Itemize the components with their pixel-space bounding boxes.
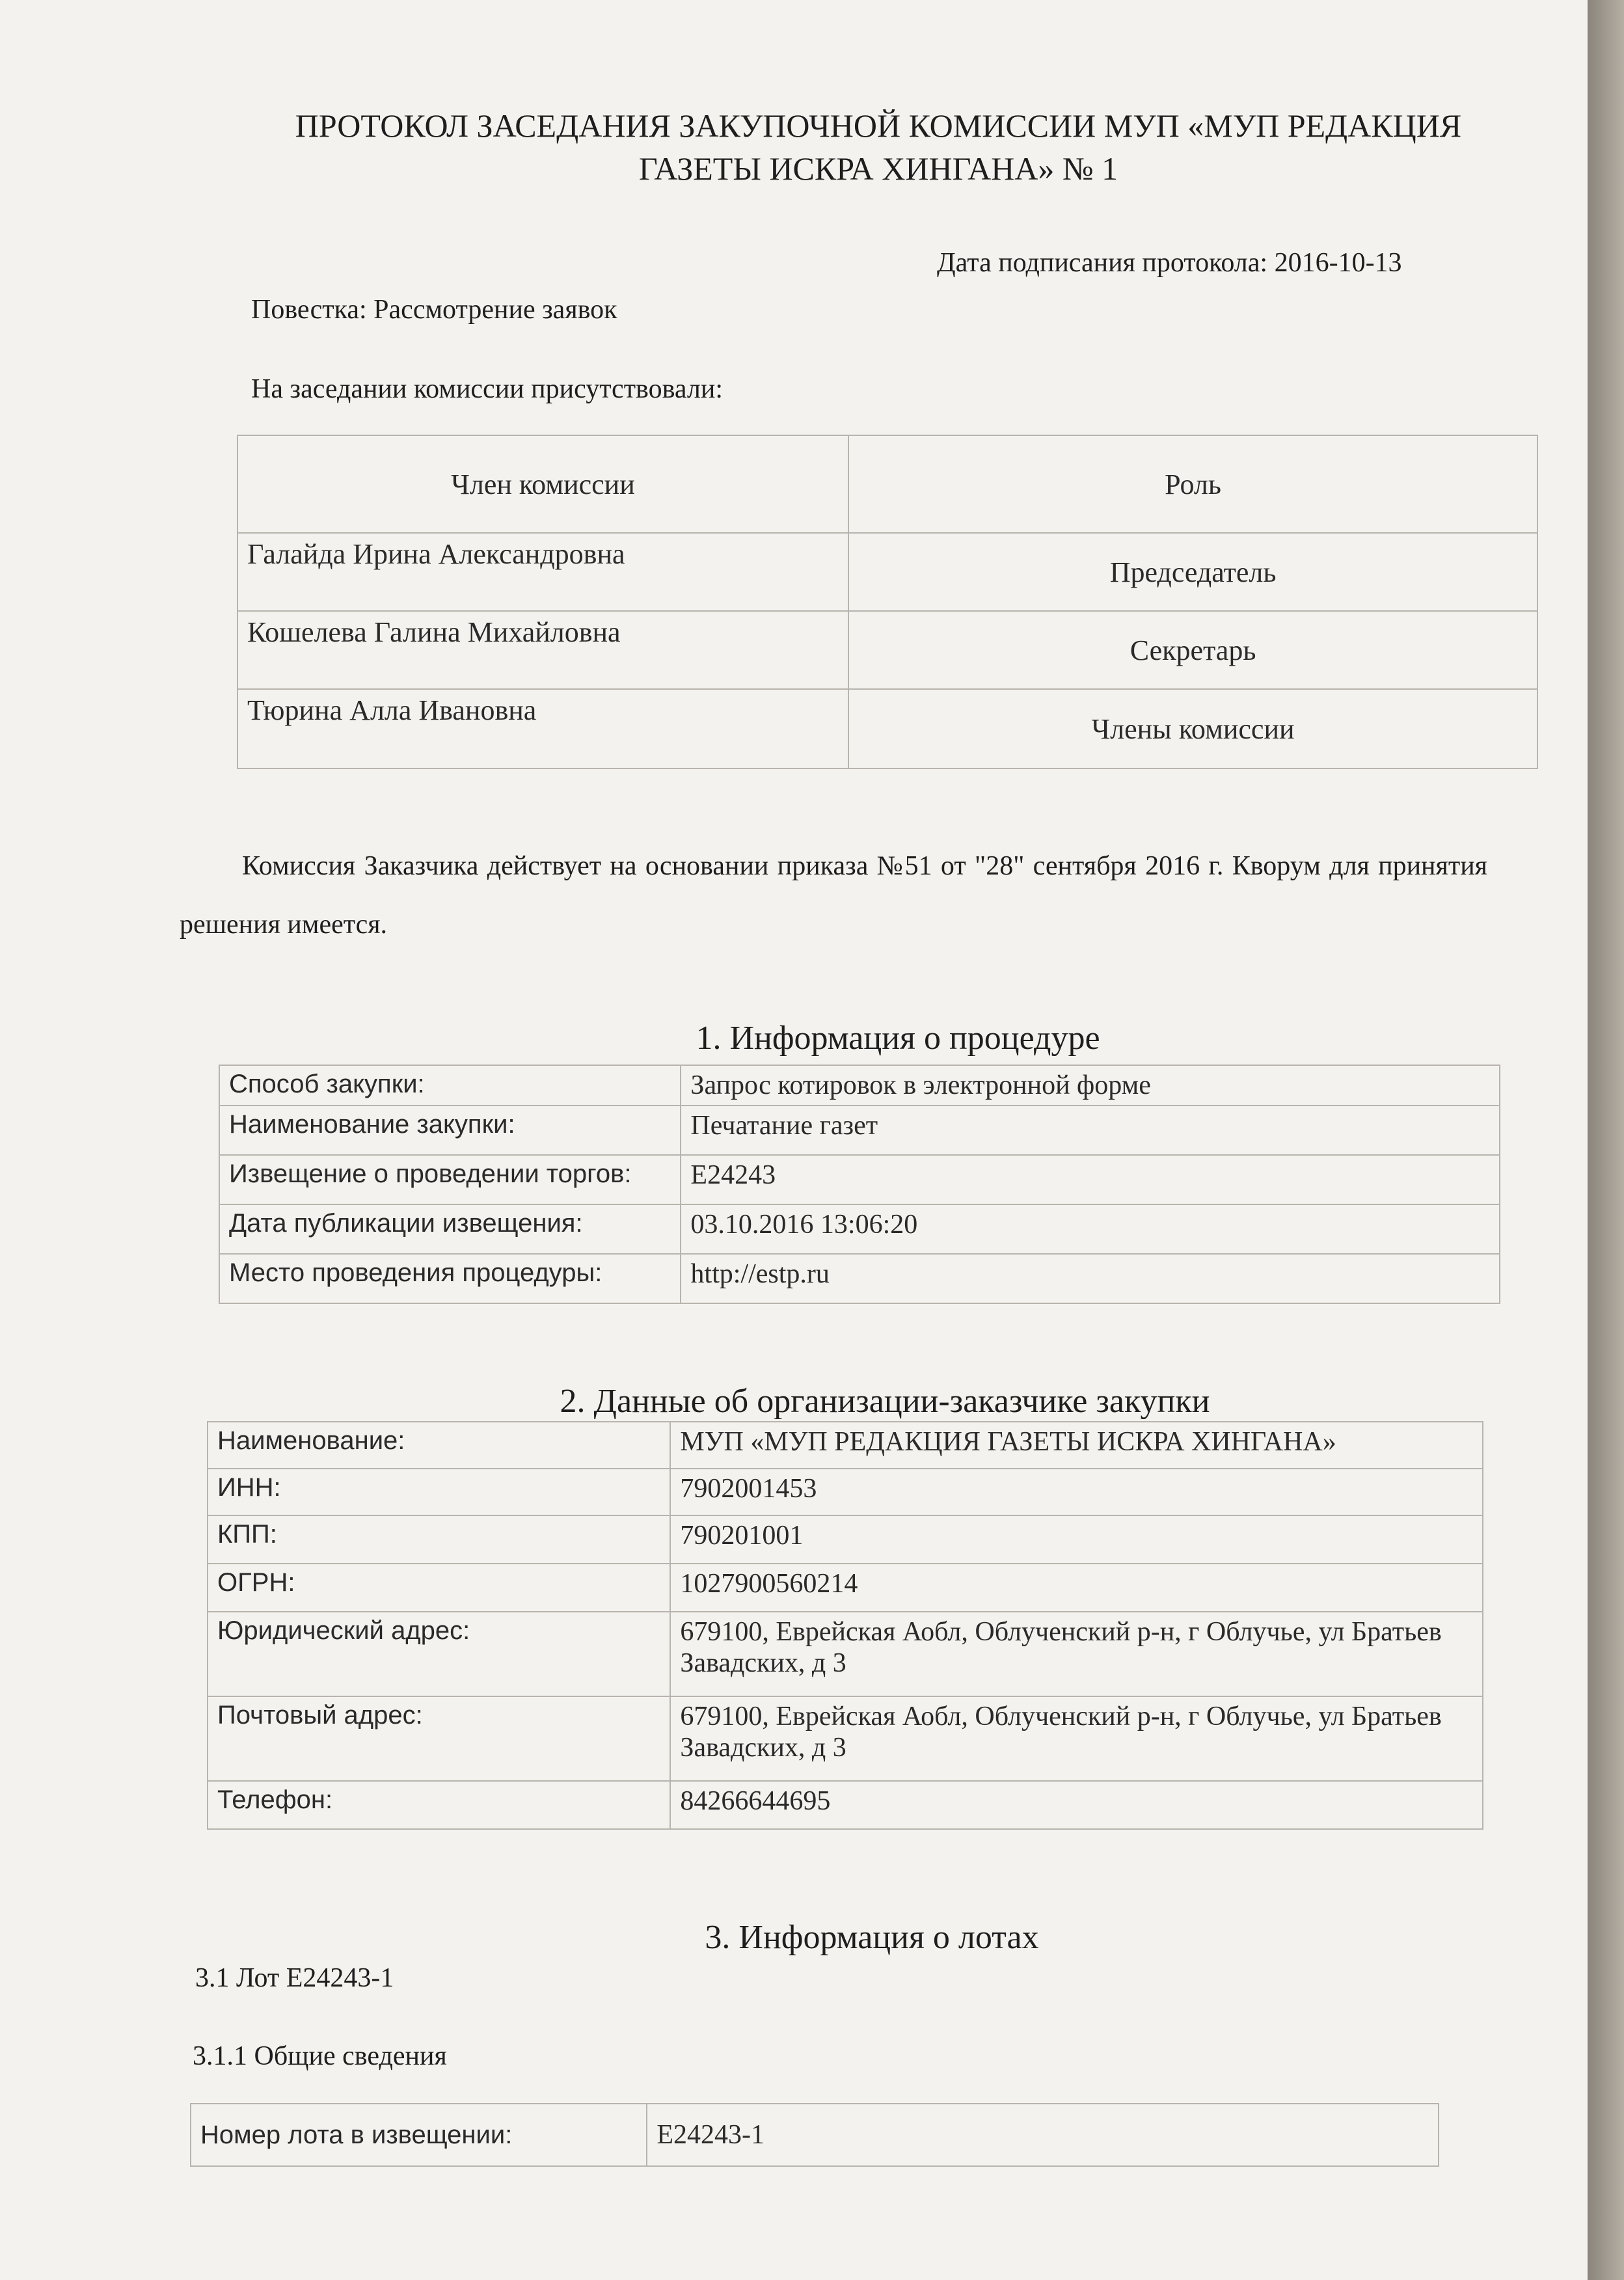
customer-value: 679100, Еврейская Аобл, Облученский р-н, г Облучье, ул Братьев Завадских, д 3 — [670, 1612, 1483, 1696]
lot-subsection: 3.1.1 Общие сведения — [193, 2041, 447, 2071]
member-role: Члены комиссии — [848, 689, 1537, 768]
lot-label: Номер лота в извещении: — [191, 2104, 647, 2166]
customer-value: 679100, Еврейская Аобл, Облученский р-н, г Облучье, ул Братьев Завадских, д 3 — [670, 1696, 1483, 1781]
members-table — [237, 435, 1538, 769]
customer-label: КПП: — [208, 1515, 670, 1564]
procedure-label: Извещение о проведении торгов: — [219, 1155, 681, 1204]
procedure-label: Дата публикации извещения: — [219, 1204, 681, 1254]
customer-label: Телефон: — [208, 1781, 670, 1829]
customer-value: 790201001 — [670, 1515, 1483, 1564]
procedure-label: Наименование закупки: — [219, 1106, 681, 1155]
customer-value: МУП «МУП РЕДАКЦИЯ ГАЗЕТЫ ИСКРА ХИНГАНА» — [670, 1422, 1483, 1469]
members-header-role: Роль — [848, 435, 1537, 533]
member-role: Председатель — [848, 533, 1537, 611]
procedure-label: Место проведения процедуры: — [219, 1254, 681, 1303]
lot-value: Е24243-1 — [647, 2104, 1439, 2166]
member-name: Галайда Ирина Александровна — [237, 533, 848, 611]
procedure-value: Запрос котировок в электронной форме — [681, 1065, 1500, 1106]
protocol-title: ПРОТОКОЛ ЗАСЕДАНИЯ ЗАКУПОЧНОЙ КОМИССИИ МУП «МУП РЕДАКЦИЯ ГАЗЕТЫ ИСКРА ХИНГАНА» № 1 — [295, 107, 1462, 187]
procedure-value: Е24243 — [681, 1155, 1500, 1204]
present-label: На заседании комиссии присутствовали: — [251, 374, 723, 404]
customer-value: 7902001453 — [670, 1469, 1483, 1515]
member-role: Секретарь — [848, 611, 1537, 689]
commission-basis — [180, 837, 1487, 954]
member-name: Кошелева Галина Михайловна — [237, 611, 848, 689]
members-header-member: Член комиссии — [237, 435, 848, 533]
section2-heading: 2. Данные об организации-заказчике закупки — [560, 1383, 1210, 1420]
procedure-table — [219, 1065, 1500, 1304]
signing-date: Дата подписания протокола: 2016-10-13 — [937, 248, 1402, 278]
customer-label: Почтовый адрес: — [208, 1696, 670, 1781]
lot-title: 3.1 Лот Е24243-1 — [195, 1963, 394, 1993]
customer-value: 84266644695 — [670, 1781, 1483, 1829]
procedure-value: Печатание газет — [681, 1106, 1500, 1155]
agenda: Повестка: Рассмотрение заявок — [251, 295, 617, 325]
section3-heading: 3. Информация о лотах — [705, 1919, 1039, 1956]
customer-label: ОГРН: — [208, 1564, 670, 1612]
procedure-value: http://estp.ru — [681, 1254, 1500, 1303]
customer-table — [207, 1421, 1483, 1830]
customer-value: 1027900560214 — [670, 1564, 1483, 1612]
lot-table — [190, 2103, 1439, 2167]
scan-edge — [1588, 0, 1624, 2280]
customer-label: ИНН: — [208, 1469, 670, 1515]
customer-label: Наименование: — [208, 1422, 670, 1469]
member-name: Тюрина Алла Ивановна — [237, 689, 848, 768]
procedure-label: Способ закупки: — [219, 1065, 681, 1106]
customer-label: Юридический адрес: — [208, 1612, 670, 1696]
section1-heading: 1. Информация о процедуре — [696, 1020, 1100, 1057]
procedure-value: 03.10.2016 13:06:20 — [681, 1204, 1500, 1254]
basis-text: Комиссия Заказчика действует на основании приказа №51 от "28" сентября 2016 г. Кворум для принятия решения имеется. — [180, 851, 1487, 940]
